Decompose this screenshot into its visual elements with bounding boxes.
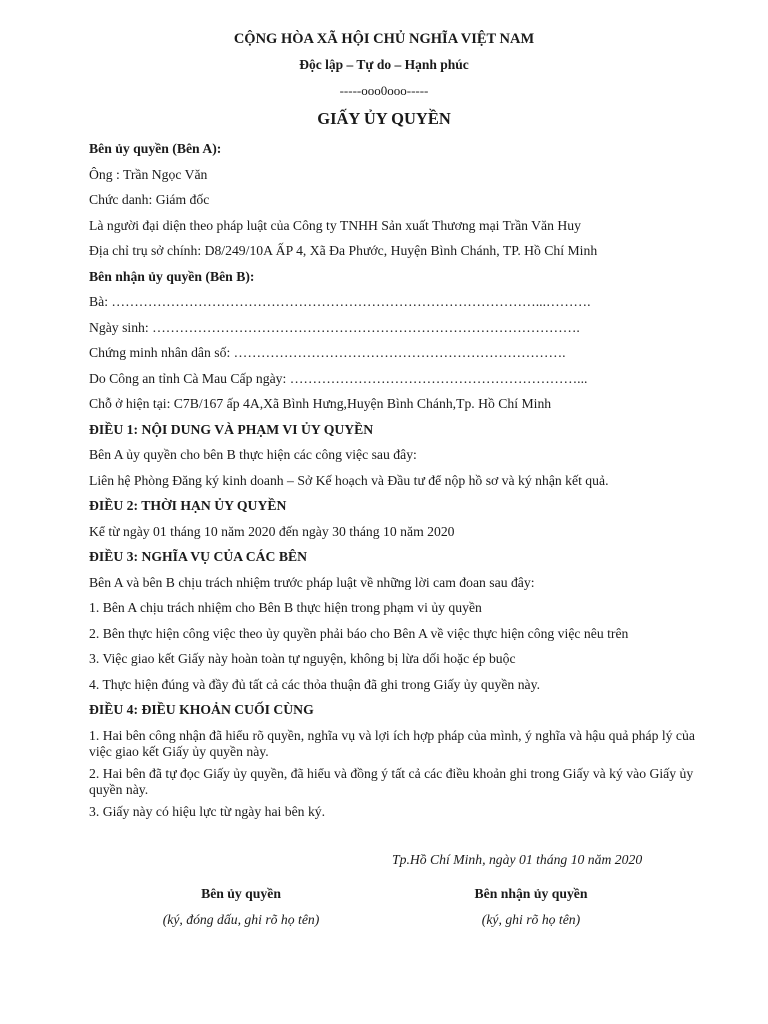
party-a-representative: Là người đại diện theo pháp luật của Công ty TNHH Sản xuất Thương mại Trần Văn Huy <box>89 217 581 233</box>
article-3-heading: ĐIỀU 3: NGHĨA VỤ CỦA CÁC BÊN <box>89 549 308 564</box>
article-3-item: 3. Việc giao kết Giấy này hoàn toàn tự nguyện, không bị lừa dối hoặc ép buộc <box>89 651 516 666</box>
article-3-intro: Bên A và bên B chịu trách nhiệm trước pháp luật về những lời cam đoan sau đây: <box>89 574 535 590</box>
party-a-name: Ông : Trần Ngọc Văn <box>89 166 208 182</box>
signature-b-note: (ký, ghi rõ họ tên) <box>481 912 581 927</box>
article-3-item: 1. Bên A chịu trách nhiệm cho Bên B thực hiện trong phạm vi ủy quyền <box>89 600 482 615</box>
place-date: Tp.Hồ Chí Minh, ngày 01 tháng 10 năm 2020 <box>392 852 643 867</box>
party-b-heading: Bên nhận ủy quyền (Bên B): <box>89 268 255 284</box>
party-b-id: Chứng minh nhân dân số: ………………………………………………………………. <box>89 345 566 360</box>
article-1-heading: ĐIỀU 1: NỘI DUNG VÀ PHẠM VI ỦY QUYỀN <box>89 421 374 437</box>
divider: -----ooo0ooo----- <box>339 83 429 98</box>
party-b-name: Bà: …………………………………………………………………………………...………. <box>89 294 591 309</box>
signature-a-title: Bên ủy quyền <box>201 886 281 901</box>
party-a-heading: Bên ủy quyền (Bên A): <box>89 141 222 156</box>
party-b-residence: Chỗ ở hiện tại: C7B/167 ấp 4A,Xã Bình Hưng,Huyện Bình Chánh,Tp. Hồ Chí Minh <box>89 396 552 411</box>
article-1-line: Bên A ủy quyền cho bên B thực hiện các công việc sau đây: <box>89 447 417 462</box>
national-title: CỘNG HÒA XÃ HỘI CHỦ NGHĨA VIỆT NAM <box>233 31 535 47</box>
article-1-line: Liên hệ Phòng Đăng ký kinh doanh – Sở Kế hoạch và Đầu tư để nộp hồ sơ và ký nhận kết quả. <box>89 472 609 488</box>
article-4-heading: ĐIỀU 4: ĐIỀU KHOẢN CUỐI CÙNG <box>89 702 314 717</box>
article-3-item: 4. Thực hiện đúng và đầy đủ tất cả các thỏa thuận đã ghi trong Giấy ủy quyền này. <box>89 676 540 692</box>
document-title: GIẤY ỦY QUYỀN <box>317 109 451 128</box>
party-b-issued: Do Công an tỉnh Cà Mau Cấp ngày: ………………………………………………………... <box>89 370 588 386</box>
signature-block-party-a <box>111 886 371 928</box>
party-a-position: Chức danh: Giám đốc <box>89 192 210 207</box>
article-2-heading: ĐIỀU 2: THỜI HẠN ỦY QUYỀN <box>89 498 287 513</box>
signature-b-title: Bên nhận ủy quyền <box>474 886 588 901</box>
signature-a-note: (ký, đóng dấu, ghi rõ họ tên) <box>162 912 320 927</box>
party-a-address: Địa chỉ trụ sở chính: D8/249/10A ẤP 4, Xã Đa Phước, Huyện Bình Chánh, TP. Hồ Chí Minh <box>89 243 598 258</box>
signature-block-party-b <box>401 886 661 928</box>
article-3-item: 2. Bên thực hiện công việc theo ủy quyền phải báo cho Bên A về việc thực hiện công việc nêu trên <box>89 625 629 641</box>
article-4-item: 1. Hai bên công nhận đã hiểu rõ quyền, nghĩa vụ và lợi ích hợp pháp của mình, ý nghĩa và hậu quả pháp lý của việc giao kết Giấy ủy quyền này. <box>89 727 695 759</box>
article-4-item: 2. Hai bên đã tự đọc Giấy ủy quyền, đã hiểu và đồng ý tất cả các điều khoản ghi trong Giấy và ký vào Giấy ủy quyền này. <box>89 765 694 797</box>
document-body <box>89 141 711 829</box>
article-2-line: Kể từ ngày 01 tháng 10 năm 2020 đến ngày 30 tháng 10 năm 2020 <box>89 523 455 539</box>
motto: Độc lập – Tự do – Hạnh phúc <box>299 57 469 72</box>
article-4-item: 3. Giấy này có hiệu lực từ ngày hai bên ký. <box>89 803 326 819</box>
party-b-dob: Ngày sinh: …………………………………………………………………………………. <box>89 319 580 335</box>
